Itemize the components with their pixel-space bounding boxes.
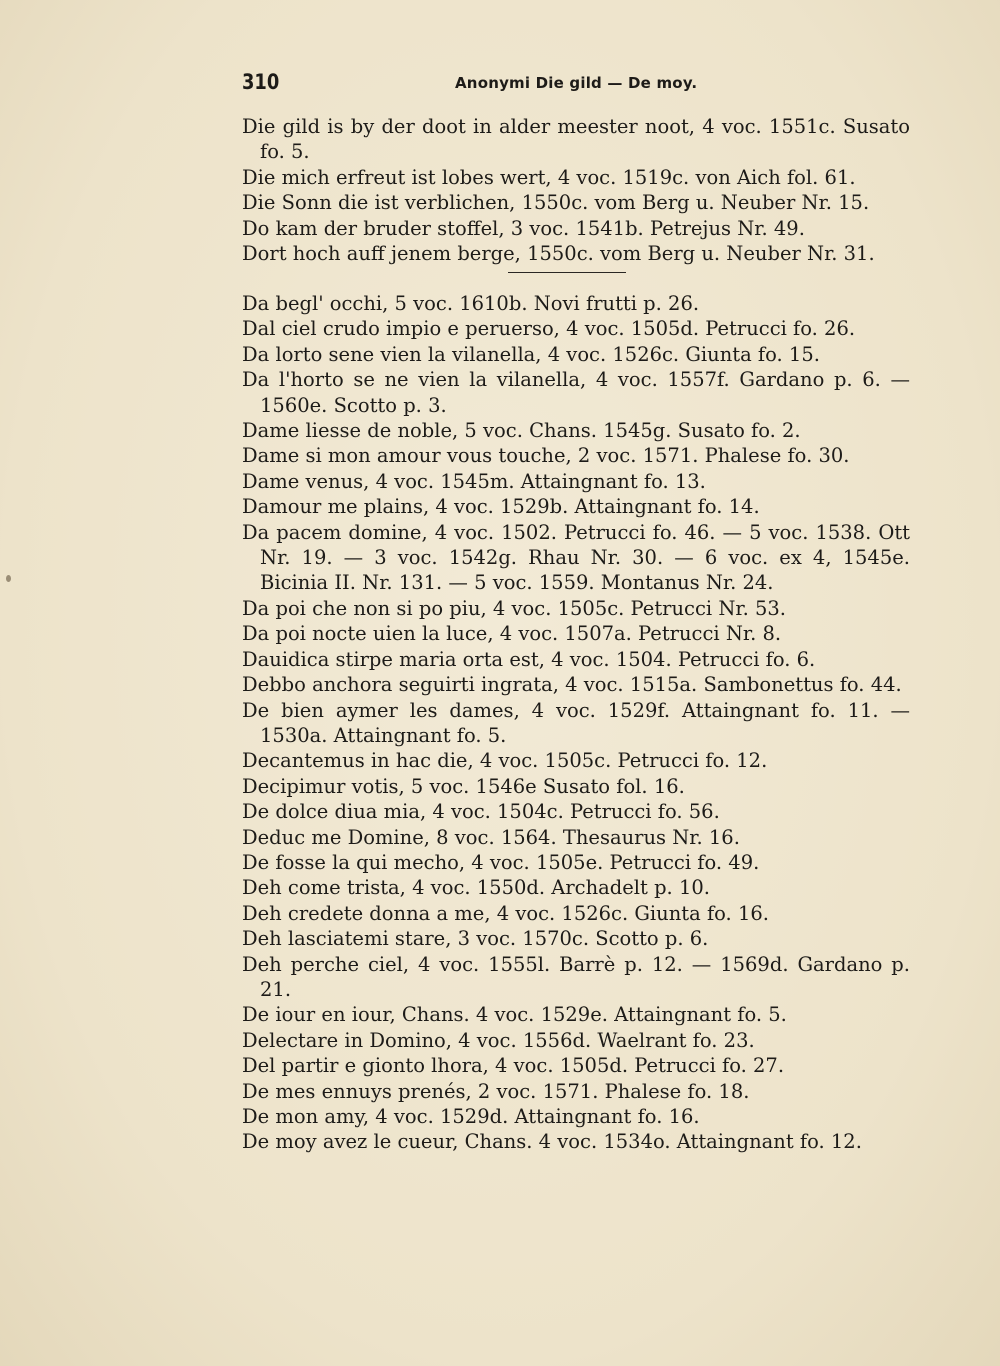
- entry: Da poi che non si po piu, 4 voc. 1505c. Petrucci Nr. 53.: [242, 596, 786, 620]
- entry: De mes ennuys prenés, 2 voc. 1571. Phalese fo. 18.: [242, 1079, 750, 1103]
- entry: Delectare in Domino, 4 voc. 1556d. Waelrant fo. 23.: [242, 1028, 755, 1052]
- entry: De iour en iour, Chans. 4 voc. 1529e. Attaingnant fo. 5.: [242, 1003, 787, 1027]
- entry: Da begl' occhi, 5 voc. 1610b. Novi frutti p. 26.: [242, 292, 700, 315]
- entry: De bien aymer les dames, 4 voc. 1529f. Attaingnant fo. 11. — 1530a. Attaingnant fo. 5.: [242, 698, 910, 747]
- entry: Da l'horto se ne vien la vilanella, 4 voc. 1557f. Gardano p. 6. — 1560e. Scotto p. 3.: [242, 368, 910, 417]
- entry: Deh perche ciel, 4 voc. 1555l. Barrè p. 12. — 1569d. Gardano p. 21.: [242, 952, 910, 1001]
- entry: Dame liesse de noble, 5 voc. Chans. 1545g. Susato fo. 2.: [242, 419, 801, 443]
- entry: Die Sonn die ist verblichen, 1550c. vom Berg u. Neuber Nr. 15.: [242, 191, 870, 215]
- entry: De mon amy, 4 voc. 1529d. Attaingnant fo. 16.: [242, 1105, 700, 1128]
- entry: Dame venus, 4 voc. 1545m. Attaingnant fo. 13.: [242, 469, 706, 493]
- entry: Dauidica stirpe maria orta est, 4 voc. 1504. Petrucci fo. 6.: [242, 647, 816, 671]
- entry: Decipimur votis, 5 voc. 1546e Susato fol. 16.: [242, 774, 685, 798]
- entry: Debbo anchora seguirti ingrata, 4 voc. 1515a. Sambonettus fo. 44.: [242, 673, 902, 697]
- entry: Dal ciel crudo impio e peruerso, 4 voc. 1505d. Petrucci fo. 26.: [242, 317, 856, 341]
- running-head: Anonymi Die gild — De moy.: [455, 74, 698, 92]
- entry: Do kam der bruder stoffel, 3 voc. 1541b. Petrejus Nr. 49.: [242, 216, 805, 240]
- page-header: [240, 70, 905, 100]
- entry: Die mich erfreut ist lobes wert, 4 voc. 1519c. von Aich fol. 61.: [242, 165, 856, 189]
- entry: Deh come trista, 4 voc. 1550d. Archadelt p. 10.: [242, 876, 710, 900]
- entry: Decantemus in hac die, 4 voc. 1505c. Petrucci fo. 12.: [242, 749, 768, 773]
- entry: De dolce diua mia, 4 voc. 1504c. Petrucci fo. 56.: [242, 800, 720, 824]
- entry: Da lorto sene vien la vilanella, 4 voc. 1526c. Giunta fo. 15.: [242, 342, 820, 366]
- entry: Dort hoch auff jenem berge, 1550c. vom Berg u. Neuber Nr. 31.: [242, 242, 875, 266]
- entry: Da pacem domine, 4 voc. 1502. Petrucci fo. 46. — 5 voc. 1538. Ott Nr. 19. — 3 voc. 1542g. Rhau Nr. 30. — 6 voc. ex 4, 1545e. Bicinia II. Nr. 131. — 5 voc. 1559. Montanus Nr. 24.: [242, 520, 910, 595]
- entry: De moy avez le cueur, Chans. 4 voc. 1534o. Attaingnant fo. 12.: [242, 1130, 862, 1154]
- entry: Del partir e gionto lhora, 4 voc. 1505d. Petrucci fo. 27.: [242, 1054, 785, 1078]
- entries-romance: [242, 291, 910, 1155]
- entry: Dame si mon amour vous touche, 2 voc. 1571. Phalese fo. 30.: [242, 444, 850, 468]
- entry: De fosse la qui mecho, 4 voc. 1505e. Petrucci fo. 49.: [242, 850, 760, 874]
- entry: Da poi nocte uien la luce, 4 voc. 1507a. Petrucci Nr. 8.: [242, 622, 782, 646]
- section-divider: [508, 272, 626, 273]
- entry: Deh credete donna a me, 4 voc. 1526c. Giunta fo. 16.: [242, 901, 769, 925]
- entry: Die gild is by der doot in alder meester noot, 4 voc. 1551c. Susato fo. 5.: [242, 115, 910, 164]
- entry: Deh lasciatemi stare, 3 voc. 1570c. Scotto p. 6.: [242, 927, 709, 951]
- entries-german: [242, 114, 910, 266]
- entry: Deduc me Domine, 8 voc. 1564. Thesaurus Nr. 16.: [242, 825, 740, 849]
- entry: Damour me plains, 4 voc. 1529b. Attaingnant fo. 14.: [242, 495, 760, 519]
- margin-speck: [6, 575, 11, 582]
- page-number: 310: [242, 70, 280, 94]
